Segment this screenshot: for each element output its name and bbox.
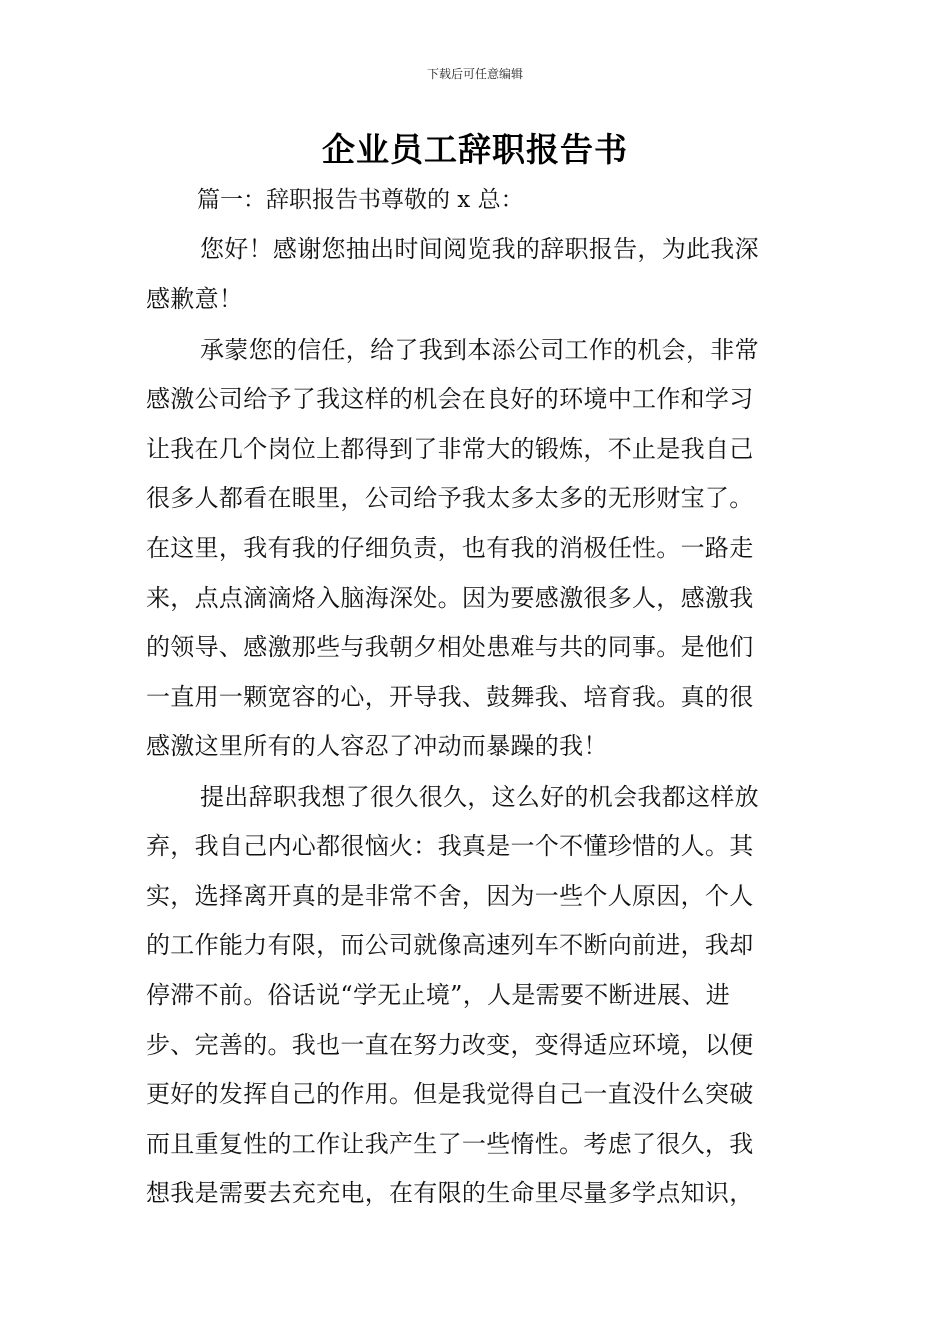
body-line: 弃，我自己内心都很恼火：我真是一个不懂珍惜的人。其: [146, 832, 754, 860]
body-line: 想我是需要去充充电，在有限的生命里尽量多学点知识，: [146, 1179, 754, 1207]
body-line: 步、完善的。我也一直在努力改变，变得适应环境，以便: [146, 1031, 754, 1059]
body-line: 感歉意！: [146, 285, 244, 313]
body-line: 更好的发挥自己的作用。但是我觉得自己一直没什么突破: [146, 1080, 754, 1108]
subheading: 篇一：辞职报告书尊敬的 x 总：: [197, 187, 524, 213]
body-line: 一直用一颗宽容的心，开导我、鼓舞我、培育我。真的很: [146, 683, 754, 711]
body-line: 而且重复性的工作让我产生了一些惰性。考虑了很久，我: [146, 1130, 754, 1158]
body-line: 让我在几个岗位上都得到了非常大的锻炼，不止是我自己: [146, 435, 754, 463]
document-title: 企业员工辞职报告书: [322, 130, 628, 169]
body-line: 在这里，我有我的仔细负责，也有我的消极任性。一路走: [146, 534, 754, 562]
body-line: 感激公司给予了我这样的机会在良好的环境中工作和学习: [146, 385, 754, 413]
body-line: 来，点点滴滴烙入脑海深处。因为要感激很多人，感激我: [146, 584, 754, 612]
body-line: 承蒙您的信任，给了我到本添公司工作的机会，非常: [200, 336, 759, 364]
body-line: 实，选择离开真的是非常不舍，因为一些个人原因，个人: [146, 882, 754, 910]
body-line: 很多人都看在眼里，公司给予我太多太多的无形财宝了。: [146, 484, 754, 512]
body-line: 您好！感谢您抽出时间阅览我的辞职报告，为此我深: [200, 235, 759, 263]
body-line: 提出辞职我想了很久很久，这么好的机会我都这样放: [200, 783, 759, 811]
body-line: 停滞不前。俗话说“学无止境”，人是需要不断进展、进: [146, 981, 731, 1009]
header-note: 下载后可任意编辑: [426, 67, 523, 81]
body-line: 感激这里所有的人容忍了冲动而暴躁的我！: [146, 732, 608, 760]
body-line: 的领导、感激那些与我朝夕相处患难与共的同事。是他们: [146, 633, 754, 661]
body-line: 的工作能力有限，而公司就像高速列车不断向前进，我却: [146, 931, 754, 959]
